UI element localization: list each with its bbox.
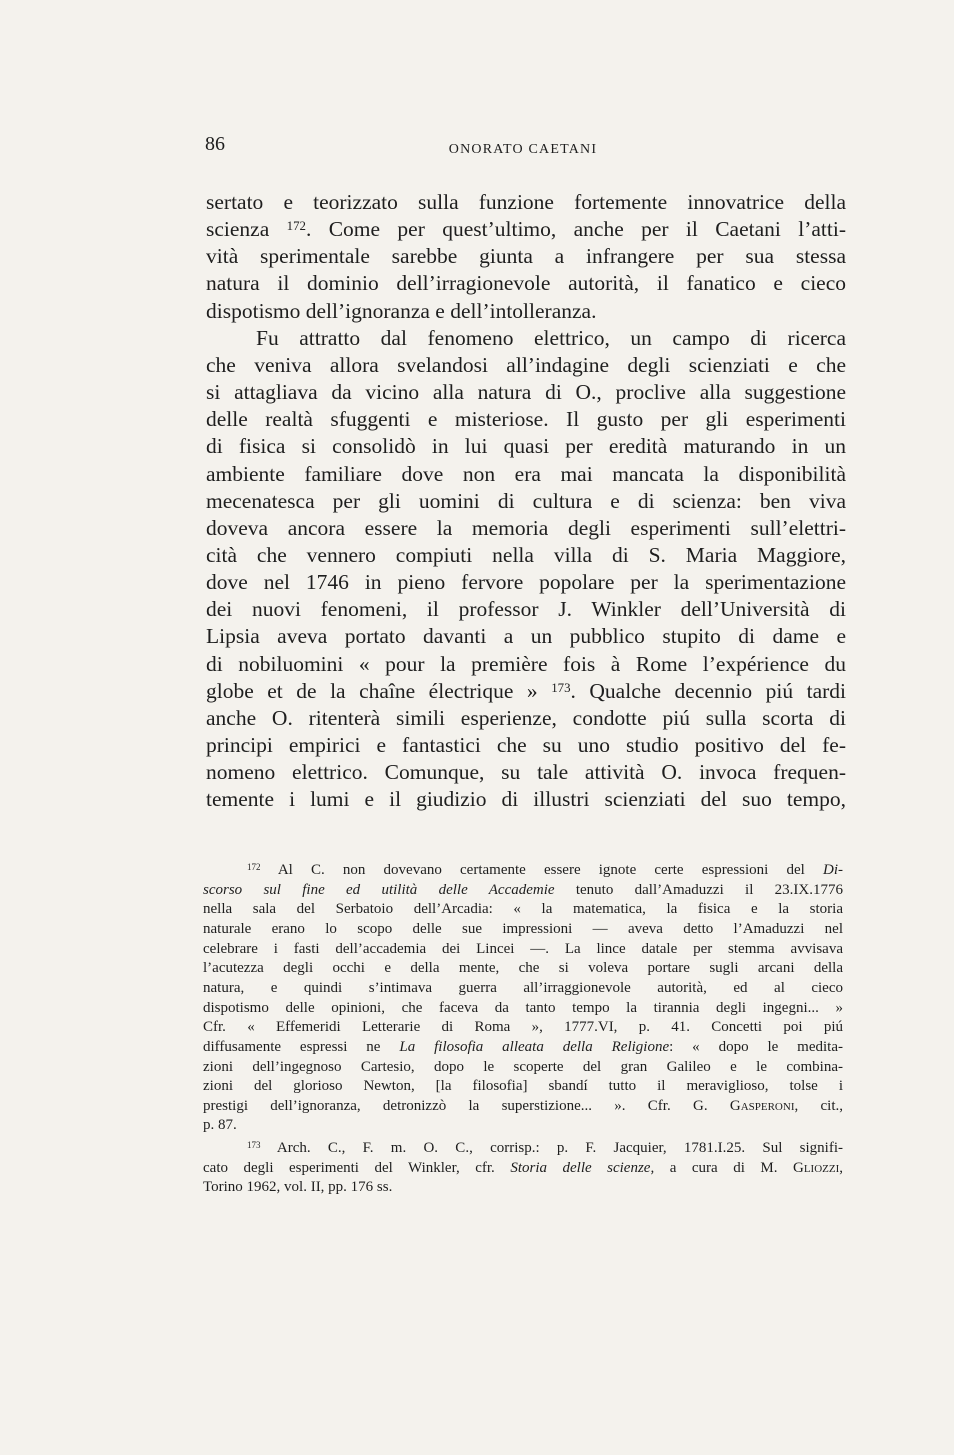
footnote-line: Torino 1962, vol. II, pp. 176 ss. bbox=[203, 1179, 393, 1196]
body-line: sertato e teorizzato sulla funzione fortemente innovatrice della bbox=[206, 190, 846, 214]
footnote-line: zioni del glorioso Newton, [la filosofia] sbandí tutto il meraviglioso, tolse i bbox=[203, 1078, 843, 1095]
footnote-line: $^{173}$ Arch. C., F. m. O. C., corrisp.: p. F. Jacquier, 1781.I.25. Sul signifi- bbox=[247, 1140, 843, 1157]
footnote-line: celebrare i fasti dell’accademia dei Lincei —. La lince datale per stemma avvisava bbox=[203, 940, 843, 957]
body-line: Lipsia aveva portato davanti a un pubblico stupito di dame e bbox=[206, 624, 846, 649]
body-line: cità che vennero compiuti nella villa di S. Maria Maggiore, bbox=[206, 542, 846, 567]
footnote-line: zioni dell’ingegnoso Cartesio, dopo le scoperte del gran Galileo e le combina- bbox=[203, 1058, 843, 1075]
footnote-line: cato degli esperimenti del Winkler, cfr. Storia delle scienze, a cura di M. Gliozzi, bbox=[203, 1159, 843, 1176]
body-line: principi empirici e fantastici che su uno studio positivo del fe- bbox=[206, 733, 846, 757]
body-line: di fisica si consolidò in lui quasi per eredità maturando in un bbox=[206, 434, 846, 459]
footnote-line: naturale erano lo scopo delle sue impressioni — aveva detto l’Amaduzzi nel bbox=[203, 920, 843, 937]
page-number: 86 bbox=[205, 133, 225, 155]
running-title: ONORATO CAETANI bbox=[448, 142, 598, 157]
body-line: ambiente familiare dove non era mai mancata la disponibilità bbox=[206, 461, 846, 486]
body-line: natura il dominio dell’irragionevole autorità, il fanatico e cieco bbox=[206, 271, 846, 296]
body-line: mecenatesca per gli uomini di cultura e di scienza: ben viva bbox=[206, 488, 846, 513]
body-line: delle realtà sfuggenti e misteriose. Il gusto per gli esperimenti bbox=[206, 407, 846, 432]
body-line: temente i lumi e il giudizio di illustri scienziati del suo tempo, bbox=[206, 787, 846, 812]
footnote-line: scorso sul fine ed utilità delle Accademie tenuto dall’Amaduzzi il 23.IX.1776 bbox=[203, 881, 843, 898]
footnote-line: Cfr. « Effemeridi Letterarie di Roma », 1777.VI, p. 41. Concetti poi piú bbox=[203, 1019, 843, 1036]
body-line: globe et de la chaîne électrique » $^{173}$. Qualche decennio piú tardi bbox=[206, 678, 846, 703]
footnote-line: natura, e quindi s’intimava guerra all’irraggionevole autorità, ed al cieco bbox=[203, 979, 843, 996]
body-line: vità sperimentale sarebbe giunta a infrangere per sua stessa bbox=[206, 244, 846, 269]
footnote-line: $^{172}$ Al C. non dovevano certamente essere ignote certe espressioni del Di- bbox=[247, 861, 843, 878]
body-line: che veniva allora svelandosi all’indagine degli scienziati e che bbox=[206, 352, 846, 377]
body-line: di nobiluomini « pour la première fois à Rome l’expérience du bbox=[206, 651, 846, 676]
body-line: si attagliava da vicino alla natura di O., proclive alla suggestione bbox=[206, 380, 846, 405]
body-line: anche O. ritenterà simili esperienze, condotte piú sulla scorta di bbox=[206, 705, 846, 730]
footnote-line: l’acutezza degli occhi e della mente, che si voleva portare sugli arcani della bbox=[203, 960, 843, 977]
body-line: nomeno elettrico. Comunque, su tale attività O. invoca frequen- bbox=[206, 760, 846, 785]
footnote-line: diffusamente espressi ne La filosofia alleata della Religione: « dopo le medita- bbox=[203, 1038, 843, 1055]
body-line: dove nel 1746 in pieno fervore popolare per la sperimentazione bbox=[206, 570, 846, 595]
footnote-line: dispotismo delle opinioni, che faceva da tanto tempo la tirannia degli ingegni... » bbox=[203, 999, 843, 1016]
body-line: dispotismo dell’ignoranza e dell’intolleranza. bbox=[206, 298, 597, 323]
footnote-line: prestigi dell’ignoranza, detronizzò la superstizione... ». Cfr. G. Gasperoni, cit., bbox=[203, 1097, 844, 1114]
footnote-line: nella sala del Serbatoio dell’Arcadia: « la matematica, la fisica e la storia bbox=[203, 901, 843, 918]
footnote-line: p. 87. bbox=[203, 1117, 237, 1134]
body-line: doveva ancora essere la memoria degli esperimenti sull’elettri- bbox=[206, 515, 846, 540]
body-line: scienza $^{172}$. Come per quest’ultimo, anche per il Caetani l’atti- bbox=[206, 217, 846, 242]
body-line: dei nuovi fenomeni, il professor J. Winkler dell’Università di bbox=[206, 597, 846, 622]
body-line: Fu attratto dal fenomeno elettrico, un campo di ricerca bbox=[256, 325, 846, 350]
